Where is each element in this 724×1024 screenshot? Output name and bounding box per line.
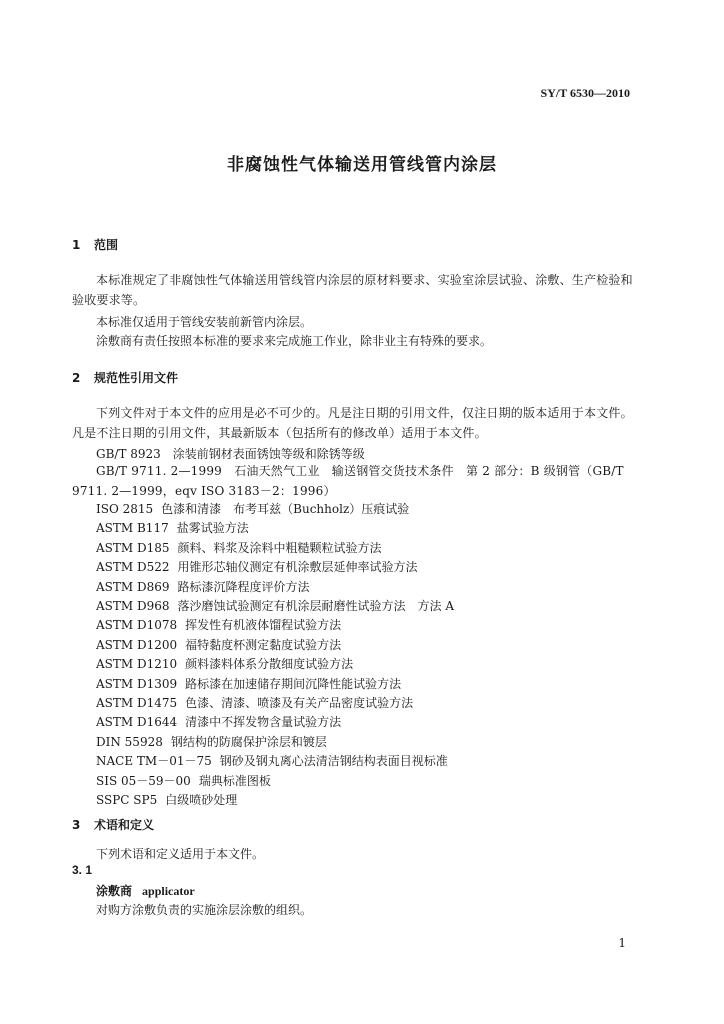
- page-number: 1: [618, 936, 626, 950]
- reference-code: ASTM D968: [96, 599, 170, 613]
- reference-code: ASTM D1210: [96, 657, 178, 672]
- reference-title: 钢砂及钢丸离心法清洁钢结构表面目视标准: [219, 754, 448, 769]
- reference-code: ASTM D1644: [96, 715, 178, 730]
- reference-title: 色漆、清漆、喷漆及有关产品密度试验方法: [185, 696, 414, 710]
- section-3-heading: [72, 816, 154, 833]
- document-title: 非腐蚀性气体输送用管线管内涂层: [227, 155, 497, 175]
- reference-code: SSPC SP5: [96, 793, 158, 807]
- reference-item: [96, 675, 401, 692]
- reference-item: [96, 597, 454, 614]
- section-title: 规范性引用文件: [94, 371, 179, 385]
- reference-item: [96, 713, 341, 730]
- reference-code: ISO 2815: [96, 502, 154, 516]
- reference-item: [96, 539, 382, 556]
- reference-code: ASTM B117: [96, 521, 169, 536]
- reference-item: [96, 558, 418, 575]
- section-2-heading: [72, 369, 178, 386]
- reference-code: ASTM D522: [96, 560, 170, 575]
- reference-title: 钢结构的防腐保护涂层和镀层: [170, 734, 327, 749]
- reference-code: ASTM D185: [96, 540, 170, 555]
- reference-title: 白级喷砂处理: [165, 793, 238, 807]
- reference-title: 路标漆沉降程度评价方法: [177, 579, 310, 594]
- reference-item: [96, 791, 237, 808]
- reference-code: NACE TM－01－75: [96, 754, 212, 769]
- reference-item: [96, 578, 310, 595]
- reference-item: [96, 694, 413, 711]
- reference-gbt8923: GB/T 8923 涂装前钢材表面锈蚀等级和除锈等级: [96, 447, 365, 461]
- reference-item: [96, 636, 341, 653]
- terms-intro: 下列术语和定义适用于本文件。: [96, 847, 265, 861]
- reference-item: [96, 772, 271, 789]
- standard-code: SY/T 6530—2010: [540, 86, 630, 100]
- reference-code: DIN 55928: [96, 734, 163, 749]
- term-definition: 对购方涂敷负责的实施涂层涂敷的组织。: [96, 903, 313, 917]
- reference-code: ASTM D1078: [96, 618, 178, 633]
- reference-item: [96, 655, 353, 672]
- term-english: applicator: [142, 884, 195, 898]
- reference-title: 福特黏度杯测定黏度试验方法: [185, 637, 342, 652]
- reference-item: [96, 733, 327, 750]
- reference-item: [96, 519, 249, 536]
- reference-title: 瑞典标准图板: [198, 773, 271, 788]
- scope-paragraph-3: 涂敷商有责任按照本标准的要求来完成施工作业，除非业主有特殊的要求。: [96, 334, 493, 348]
- reference-title: 盐雾试验方法: [176, 521, 249, 536]
- section-title: 范围: [94, 238, 119, 252]
- reference-title: 挥发性有机液体馏程试验方法: [185, 618, 342, 633]
- reference-code: ASTM D1200: [96, 637, 178, 652]
- scope-paragraph-2: 本标准仅适用于管线安装前新管内涂层。: [96, 315, 313, 329]
- reference-item: [96, 500, 409, 517]
- reference-code: ASTM D1475: [96, 696, 178, 710]
- reference-code: SIS 05－59－00: [96, 773, 191, 788]
- term-chinese: 涂敷商: [96, 884, 133, 898]
- section-1-heading: [72, 236, 118, 253]
- reference-code: ASTM D1309: [96, 676, 178, 691]
- term-entry: [96, 882, 195, 899]
- reference-title: 落沙磨蚀试验测定有机涂层耐磨性试验方法 方法 A: [177, 599, 455, 613]
- section-title: 术语和定义: [94, 818, 155, 832]
- reference-title: 用锥形芯轴仪测定有机涂敷层延伸率试验方法: [177, 560, 418, 575]
- reference-title: 路标漆在加速储存期间沉降性能试验方法: [185, 676, 402, 691]
- reference-item: [96, 616, 341, 633]
- term-number: 3. 1: [72, 863, 93, 877]
- reference-item: [96, 752, 448, 769]
- reference-gbt9711: GB/T 9711. 2—1999 石油天然气工业 输送钢管交货技术条件 第 2 部分：B 级钢管（GB/T 9711. 2—1999，eqv ISO 3183－2：1996）: [72, 464, 624, 498]
- section-number: 3: [72, 818, 81, 832]
- reference-title: 色漆和清漆 布考耳兹（Buchholz）压痕试验: [161, 502, 410, 516]
- scope-paragraph-1: 本标准规定了非腐蚀性气体输送用管线管内涂层的原材料要求、实验室涂层试验、涂敷、生产检验和验收要求等。: [72, 273, 633, 307]
- normative-intro: 下列文件对于本文件的应用是必不可少的。凡是注日期的引用文件，仅注日期的版本适用于本文件。凡是不注日期的引用文件，其最新版本（包括所有的修改单）适用于本文件。: [72, 406, 633, 440]
- reference-title: 颜料、料浆及涂料中粗糙颗粒试验方法: [177, 540, 382, 555]
- reference-title: 颜料漆料体系分散细度试验方法: [185, 657, 354, 672]
- reference-title: 清漆中不挥发物含量试验方法: [185, 715, 342, 730]
- section-number: 1: [72, 238, 81, 252]
- reference-code: ASTM D869: [96, 579, 170, 594]
- section-number: 2: [72, 371, 81, 385]
